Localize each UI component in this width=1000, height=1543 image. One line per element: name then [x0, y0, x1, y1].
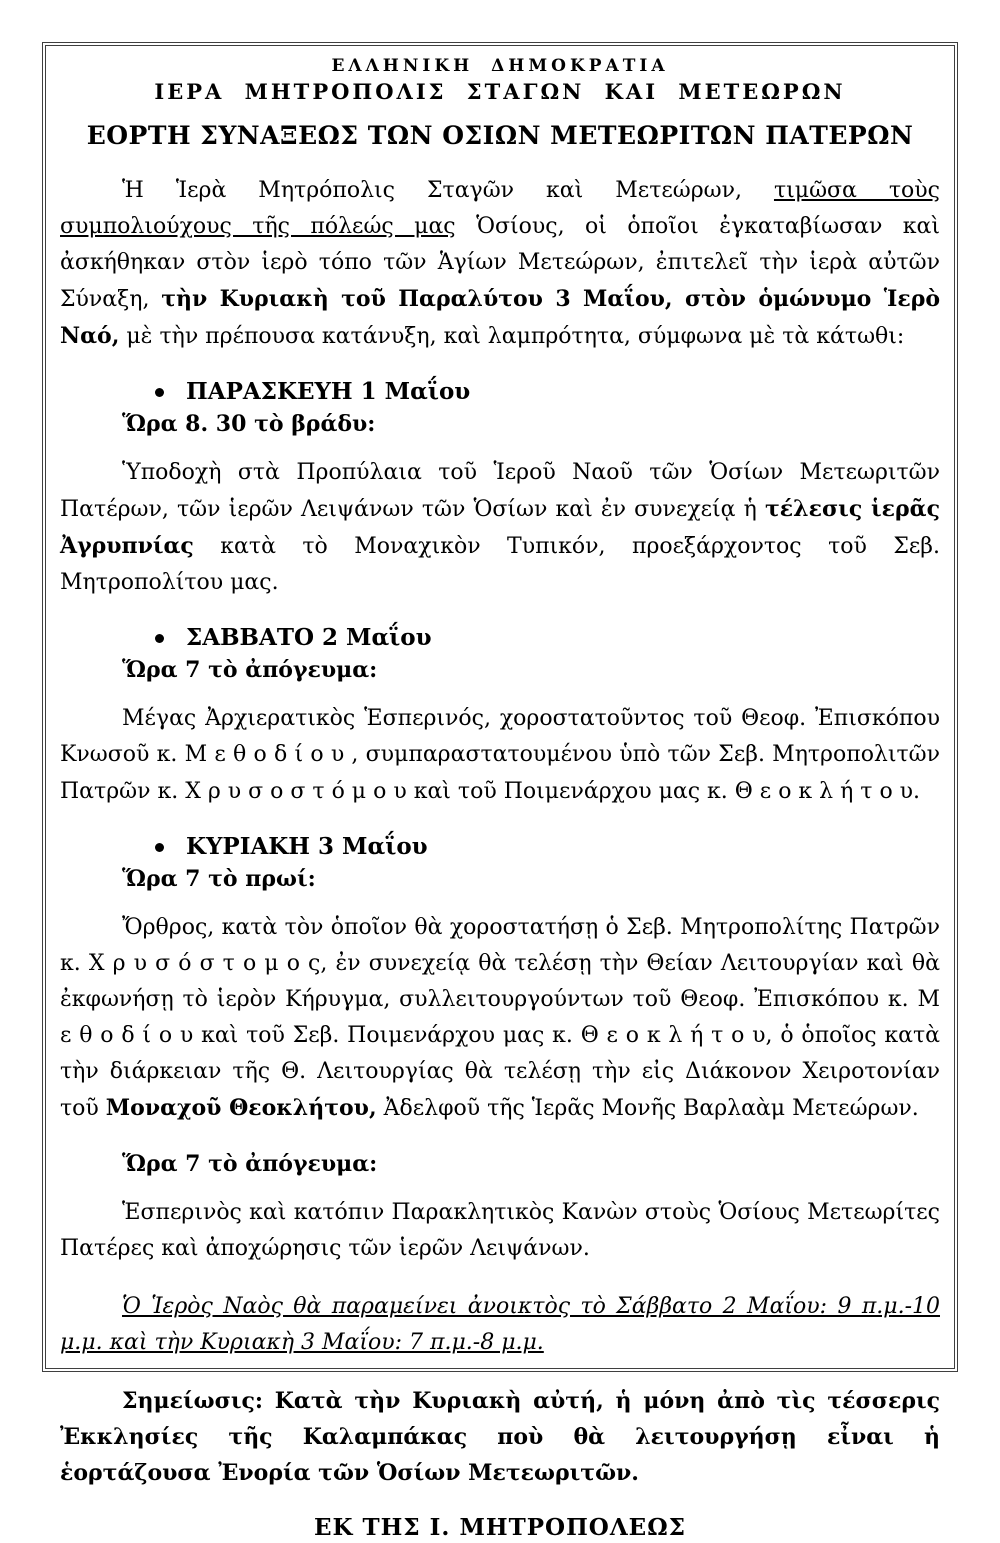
intro-paragraph — [60, 173, 940, 355]
time-line-friday: Ὥρα 8. 30 τὸ βράδυ: — [122, 411, 376, 437]
paragraph-text: Μέγας Ἀρχιερατικὸς Ἑσπερινός, χοροστατοῦντος τοῦ Θεοφ. Ἐπισκόπου Κνωσοῦ κ. Μ ε θ ο δ ί ο υ , συμπαραστατουμένου ὑπὸ τῶν Σεβ. Μητροπολιτῶν Πατρῶν κ. Χ ρ υ σ ο σ τ ό μ ο υ καὶ τοῦ Ποιμενάρχου μας κ. Θ ε ο κ λ ή τ ο υ. — [60, 706, 940, 804]
page-title: ΕΟΡΤΗ ΣΥΝΑΞΕΩΣ ΤΩΝ ΟΣΙΩΝ ΜΕΤΕΩΡΙΤΩΝ ΠΑΤΕΡΩΝ — [86, 121, 914, 150]
bullet-icon — [155, 634, 164, 643]
paragraph-text: Ὄρθρος, κατὰ τὸν ὁποῖον θὰ χοροστατήσῃ ὁ Σεβ. Μητροπολίτης Πατρῶν κ. Χ ρ υ σ ό σ τ ο μ ο ς, ἐν συνεχείᾳ θὰ τελέσῃ τὴν Θείαν Λειτουργίαν καὶ θὰ ἐκφωνήσῃ τὸ ἱερὸν Κήρυγμα, συλλειτουργούντων τοῦ Θεοφ. Ἐπισκόπου κ. Μ ε θ ο δ ί ο υ καὶ τοῦ Σεβ. Ποιμενάρχου μας κ. Θ ε ο κ λ ή τ ο υ, ὁ ὁποῖος κατὰ τὴν διάρκειαν τῆς Θ. Λειτουργίας θὰ τελέσῃ τὴν εἰς Διάκονον Χειροτονίαν τοῦ — [60, 915, 940, 1121]
time-line-sunday: Ὥρα 7 τὸ πρωί: — [122, 866, 316, 892]
paragraph-text: Ὑποδοχὴ στὰ Προπύλαια τοῦ Ἱεροῦ Ναοῦ τῶν Ὁσίων Μετεωριτῶν Πατέρων, τῶν ἱερῶν Λειψάνων τῶν Ὁσίων καὶ ἐν συνεχείᾳ ἡ — [60, 460, 940, 522]
intro-lead: Ἡ Ἱερὰ Μητρόπολις Σταγῶν καὶ Μετεώρων, — [122, 178, 774, 203]
opening-hours-paragraph: Ὁ Ἱερὸς Ναὸς θὰ παραμείνει ἀνοικτὸς τὸ Σάββατο 2 Μαΐου: 9 π.μ.-10 μ.μ. καὶ τὴν Κυριακὴ 3 Μαΐου: 7 π.μ.-8 μ.μ. — [60, 1294, 940, 1355]
paragraph-bold: τέλεσις ἱερᾶς Ἀγρυπνίας — [60, 496, 940, 559]
section-heading-saturday — [155, 623, 940, 653]
paragraph-text: Ἀδελφοῦ τῆς Ἱερᾶς Μονῆς Βαρλαὰμ Μετεώρων. — [376, 1096, 919, 1121]
section-heading-label: ΚΥΡΙΑΚΗ 3 Μαΐου — [186, 833, 428, 860]
section-heading-friday — [155, 377, 940, 407]
section-paragraph-sunday — [60, 910, 940, 1127]
section-heading-label: ΠΑΡΑΣΚΕΥΗ 1 Μαΐου — [186, 378, 471, 405]
bullet-icon — [155, 843, 164, 852]
intro-bold: τὴν Κυριακὴ τοῦ Παραλύτου 3 Μαΐου, στὸν ὁμώνυμο Ἱερὸ Ναό, — [60, 286, 940, 349]
section-paragraph-saturday — [60, 701, 940, 810]
section-heading-label: ΣΑΒΒΑΤΟ 2 Μαΐου — [186, 624, 432, 651]
intro-tail: μὲ τὴν πρέπουσα κατάνυξη, καὶ λαμπρότητα, σύμφωνα μὲ τὰ κάτωθι: — [119, 324, 905, 349]
bullet-icon — [155, 388, 164, 397]
paragraph-text: κατὰ τὸ Μοναχικὸν Τυπικόν, προεξάρχοντος τοῦ Σεβ. Μητροπολίτου μας. — [60, 534, 940, 595]
intro-underlined: τιμῶσα τοὺς συμπολιούχους τῆς πόλεώς μας — [60, 178, 941, 239]
page-border-frame — [42, 42, 958, 1541]
section-heading-sunday — [155, 832, 940, 862]
sunday-evening-paragraph: Ἑσπερινὸς καὶ κατόπιν Παρακλητικὸς Κανὼν στοὺς Ὁσίους Μετεωρίτες Πατέρες καὶ ἀποχώρησις τῶν ἱερῶν Λειψάνων. — [60, 1200, 940, 1261]
state-header: ΕΛΛΗΝΙΚΗ ΔΗΜΟΚΡΑΤΙΑ — [331, 56, 669, 76]
time-line-saturday: Ὥρα 7 τὸ ἀπόγευμα: — [122, 657, 378, 683]
time-line-sunday-evening: Ὥρα 7 τὸ ἀπόγευμα: — [122, 1151, 378, 1177]
section-paragraph-friday — [60, 455, 940, 601]
intro-middle: Ὁσίους, οἱ ὁποῖοι ἐγκαταβίωσαν καὶ ἀσκήθηκαν στὸν ἱερὸ τόπο τῶν Ἁγίων Μετεώρων, ἐπιτελεῖ τὴν ἱερὰ αὐτῶν Σύναξη, — [60, 214, 940, 312]
paragraph-bold: Μοναχοῦ Θεοκλήτου, — [105, 1095, 377, 1121]
closing-signature: ΕΚ ΤΗΣ Ι. ΜΗΤΡΟΠΟΛΕΩΣ — [314, 1514, 686, 1541]
section-saturday — [60, 623, 940, 810]
section-friday — [60, 377, 940, 601]
section-sunday — [60, 832, 940, 1127]
note-paragraph: Σημείωσις: Κατὰ τὴν Κυριακὴ αὐτή, ἡ μόνη ἀπὸ τὶς τέσσερις Ἐκκλησίες τῆς Καλαμπάκας ποὺ θὰ λειτουργήσῃ εἶναι ἡ ἑορτάζουσα Ἐνορία τῶν Ὁσίων Μετεωριτῶν. — [60, 1388, 940, 1486]
metropolis-header: ΙΕΡΑ ΜΗΤΡΟΠΟΛΙΣ ΣΤΑΓΩΝ ΚΑΙ ΜΕΤΕΩΡΩΝ — [154, 79, 846, 104]
